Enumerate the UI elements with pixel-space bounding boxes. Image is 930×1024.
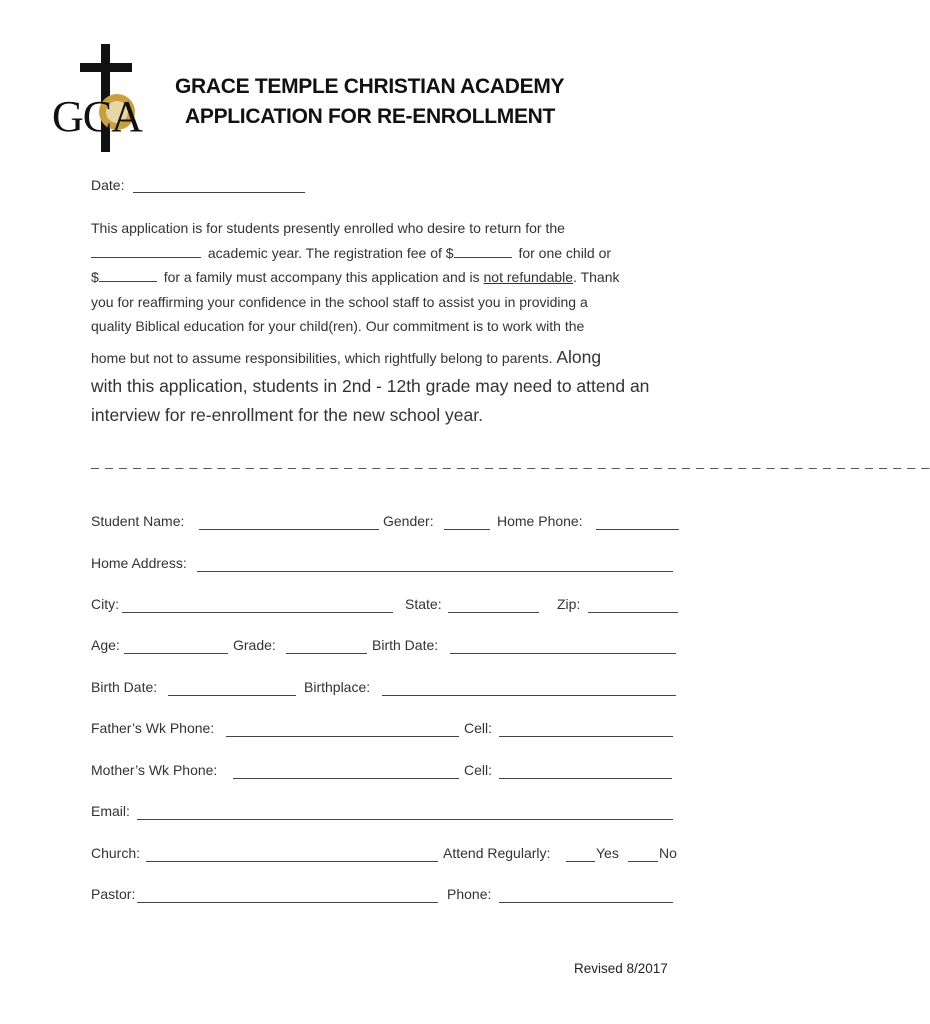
pastor-phone-label: Phone:	[447, 886, 492, 902]
attend-no-field[interactable]	[628, 861, 658, 862]
birth-date-2-field[interactable]	[168, 695, 296, 696]
fee-one-child-field[interactable]	[454, 243, 512, 258]
church-label: Church:	[91, 845, 141, 861]
state-field[interactable]	[448, 612, 539, 613]
birth-date-2-label: Birth Date:	[91, 679, 158, 695]
title-line-1: GRACE TEMPLE CHRISTIAN ACADEMY	[175, 75, 565, 98]
attend-yes-field[interactable]	[566, 861, 595, 862]
grade-field[interactable]	[286, 653, 367, 654]
home-address-label: Home Address:	[91, 555, 187, 571]
home-phone-field[interactable]	[596, 529, 679, 530]
gca-logo	[52, 44, 164, 152]
attend-no-label: No	[659, 845, 677, 861]
date-label: Date:	[91, 177, 125, 193]
divider-dashed: _ _ _ _ _ _ _ _ _ _ _ _ _ _ _ _ _ _ _ _ _ _ _ _ _ _ _ _ _ _ _ _ _ _ _ _ _ _ _ _ _ _ _ _ _ _ _ _ _ _ _ _ _ _ _ _ _ _ _ _	[91, 453, 930, 469]
intro-line-4: you for reaffirming your confidence in the school staff to assist you in providing a	[91, 293, 588, 310]
father-phone-label: Father’s Wk Phone:	[91, 720, 215, 736]
logo-text: GCA	[52, 92, 142, 141]
page-title	[175, 72, 564, 132]
intro-line-7: with this application, students in 2nd - 12th grade may need to attend an	[91, 375, 650, 396]
church-field[interactable]	[146, 861, 438, 862]
intro-paragraph	[91, 216, 691, 430]
intro-line-1: This application is for students presently enrolled who desire to return for the	[91, 220, 565, 236]
gender-field[interactable]	[444, 529, 490, 530]
attend-regularly-label: Attend Regularly:	[443, 845, 551, 861]
birth-date-field[interactable]	[450, 653, 676, 654]
intro-line-6: home but not to assume responsibilities, which rightfully belong to parents. Along	[91, 346, 602, 367]
email-field[interactable]	[137, 819, 673, 820]
pastor-phone-field[interactable]	[499, 902, 673, 903]
student-name-label: Student Name:	[91, 513, 185, 529]
age-field[interactable]	[124, 653, 228, 654]
birth-date-label: Birth Date:	[372, 637, 439, 653]
father-phone-field[interactable]	[226, 736, 459, 737]
father-cell-label: Cell:	[464, 720, 493, 736]
intro-line-2: academic year. The registration fee of $ for one child or	[91, 241, 691, 266]
date-field[interactable]	[133, 192, 305, 193]
mother-cell-label: Cell:	[464, 762, 493, 778]
mother-phone-field[interactable]	[233, 778, 459, 779]
academic-year-field[interactable]	[91, 243, 201, 258]
state-label: State:	[405, 596, 442, 612]
student-name-field[interactable]	[199, 529, 379, 530]
city-label: City:	[91, 596, 119, 612]
not-refundable-text: not refundable	[483, 269, 574, 285]
zip-field[interactable]	[588, 612, 678, 613]
pastor-label: Pastor:	[91, 886, 136, 902]
fee-family-field[interactable]	[99, 267, 157, 282]
gender-label: Gender:	[383, 513, 434, 529]
age-label: Age:	[91, 637, 120, 653]
home-address-field[interactable]	[197, 571, 673, 572]
title-line-2: APPLICATION FOR RE-ENROLLMENT	[185, 105, 556, 128]
mother-phone-label: Mother’s Wk Phone:	[91, 762, 218, 778]
mother-cell-field[interactable]	[499, 778, 672, 779]
birthplace-label: Birthplace:	[304, 679, 371, 695]
revised-date: Revised 8/2017	[574, 961, 668, 976]
birthplace-field[interactable]	[382, 695, 676, 696]
cross-horizontal	[80, 63, 132, 72]
intro-line-3: $ for a family must accompany this application and is not refundable. Thank	[91, 269, 620, 285]
pastor-field[interactable]	[137, 902, 438, 903]
father-cell-field[interactable]	[499, 736, 673, 737]
intro-line-8: interview for re-enrollment for the new school year.	[91, 404, 483, 425]
zip-label: Zip:	[557, 596, 581, 612]
home-phone-label: Home Phone:	[497, 513, 583, 529]
grade-label: Grade:	[233, 637, 276, 653]
intro-line-5: quality Biblical education for your child(ren). Our commitment is to work with the	[91, 318, 585, 334]
city-field[interactable]	[122, 612, 393, 613]
email-label: Email:	[91, 803, 130, 819]
attend-yes-label: Yes	[596, 845, 619, 861]
